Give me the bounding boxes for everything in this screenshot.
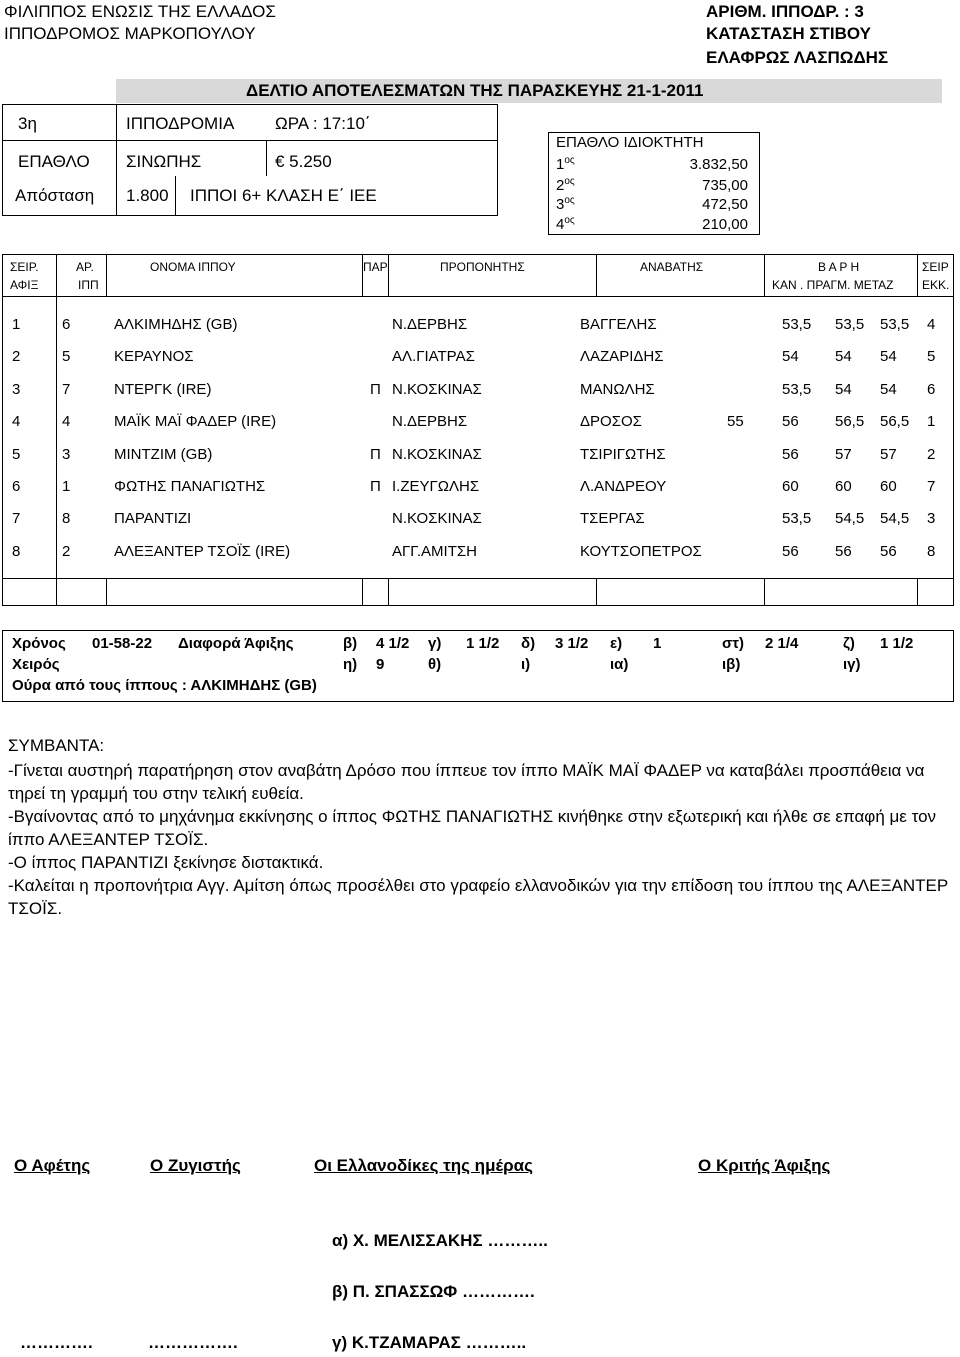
result-cell-pragm: 54,5 xyxy=(835,510,865,528)
owner-prize-place-1: $1^{o\varsigma}$ xyxy=(556,155,575,173)
result-cell-horse: ΚΕΡΑΥΝΟΣ xyxy=(114,348,194,366)
result-cell-metaz: 54,5 xyxy=(880,510,910,528)
result-cell-trainer: Ν.ΔΕΡΒΗΣ xyxy=(392,413,468,431)
result-cell-kan: 53,5 xyxy=(782,380,812,398)
race-class: ΙΠΠΟΙ 6+ ΚΛΑΣΗ Ε΄ ΙΕΕ xyxy=(190,186,377,205)
result-cell-start: 1 xyxy=(927,413,936,431)
diff-st-label: στ) xyxy=(722,635,744,652)
result-cell-jockey: ΤΣΕΡΓΑΣ xyxy=(580,510,645,528)
steward-3: γ) Κ.ΤΖΑΜΑΡΑΣ ……….. xyxy=(332,1333,527,1352)
result-cell-pos: 1 xyxy=(12,316,21,333)
result-cell-pos: 6 xyxy=(12,478,21,495)
result-cell-no: 6 xyxy=(62,316,71,333)
result-cell-pragm: 60 xyxy=(835,478,852,495)
result-cell-kan: 56 xyxy=(782,542,799,560)
note-1: -Γίνεται αυστηρή παρατήρηση στον αναβάτη Δρόσο που ίππευε τον ίππο ΜΑΪΚ ΜΑΪ ΦΑΔΕΡ να καταβάλει προσπάθεια να τηρεί τη γραμμή του στην τελική ευθεία. xyxy=(8,761,925,803)
owner-prize-title: ΕΠΑΘΛΟ ΙΔΙΟΚΤΗΤΗ xyxy=(556,134,704,151)
result-cell-metaz: 60 xyxy=(880,478,897,495)
header-trainer: ΠΡΟΠΟΝΗΤΗΣ xyxy=(440,260,525,274)
owner-prize-place-4: $4^{o\varsigma}$ xyxy=(556,215,575,233)
diff-b-value: 4 1/2 xyxy=(376,635,410,652)
result-cell-jockey: ΜΑΝΩΛΗΣ xyxy=(580,380,655,398)
owner-prize-amount-1: 3.832,50 xyxy=(689,156,748,173)
result-cell-trainer: Ν.ΚΟΣΚΙΝΑΣ xyxy=(392,445,482,463)
result-cell-start: 3 xyxy=(927,510,936,528)
diff-d-value: 3 1/2 xyxy=(555,635,589,652)
diff-i-label: ι) xyxy=(521,656,531,673)
result-cell-horse: ΑΛΕΞΑΝΤΕΡ ΤΣΟΪΣ (IRE) xyxy=(114,542,291,560)
diff-z-label: ζ) xyxy=(843,635,855,652)
result-cell-start: 5 xyxy=(927,348,936,366)
result-cell-start: 7 xyxy=(927,478,936,495)
result-cell-start: 8 xyxy=(927,542,936,560)
header-horse-name: ΟΝΟΜΑ ΙΠΠΟΥ xyxy=(150,260,236,274)
result-cell-trainer: ΑΛ.ΓΙΑΤΡΑΣ xyxy=(392,348,475,366)
racecourse-name: ΙΠΠΟΔΡΟΜΟΣ ΜΑΡΚΟΠΟΥΛΟΥ xyxy=(4,24,256,43)
result-cell-no: 3 xyxy=(62,445,71,463)
result-cell-jockey: Λ.ΑΝΔΡΕΟΥ xyxy=(580,478,667,495)
race-number: 3η xyxy=(18,114,37,133)
result-cell-metaz: 53,5 xyxy=(880,316,910,333)
owner-prize-amount-2: 735,00 xyxy=(702,177,748,194)
diff-h-value: 9 xyxy=(376,656,385,673)
hand-label: Χειρός xyxy=(12,656,60,673)
judge-label: Ο Κριτής Άφιξης xyxy=(698,1156,831,1175)
bulletin-title: ΔΕΛΤΙΟ ΑΠΟΤΕΛΕΣΜΑΤΩΝ ΤΗΣ ΠΑΡΑΣΚΕΥΗΣ 21-1-2011 xyxy=(246,81,704,100)
result-cell-kan: 53,5 xyxy=(782,510,812,528)
distance-label: Απόσταση xyxy=(15,186,95,205)
result-cell-pos: 4 xyxy=(12,413,21,431)
result-cell-pos: 5 xyxy=(12,445,21,463)
result-cell-pos: 8 xyxy=(12,542,21,560)
tail-note: Ούρα από τους ίππους : ΑΛΚΙΜΗΔΗΣ (GB) xyxy=(12,677,317,694)
result-cell-jockey: ΤΣΙΡΙΓΩΤΗΣ xyxy=(580,445,666,463)
diff-th-label: θ) xyxy=(428,656,442,673)
header-weights-sub: ΚΑΝ . ΠΡΑΓΜ. ΜΕΤΑΖ xyxy=(772,278,894,292)
diff-ia-label: ια) xyxy=(610,656,629,673)
result-cell-horse: ΑΛΚΙΜΗΔΗΣ (GB) xyxy=(114,316,238,333)
result-cell-kan: 56 xyxy=(782,413,799,431)
diff-z-value: 1 1/2 xyxy=(880,635,914,652)
prize-label: ΕΠΑΘΛΟ xyxy=(18,152,90,171)
stewards-label: Οι Ελλανοδίκες της ημέρας xyxy=(314,1156,533,1175)
note-4: -Καλείται η προπονήτρια Αγγ. Αμίτση όπως προσέλθει στο γραφείο ελλανοδικών για την επίδοση του ίππου της ΑΛΕΞΑΝΤΕΡ ΤΣΟΪΣ. xyxy=(8,876,948,918)
note-3: -Ο ίππος ΠΑΡΑΝΤΙΖΙ ξεκίνησε διστακτικά. xyxy=(8,853,324,872)
diff-h-label: η) xyxy=(343,656,358,673)
result-cell-no: 1 xyxy=(62,478,71,495)
result-cell-jockey: ΔΡΟΣΟΣ xyxy=(580,413,642,431)
diff-e-label: ε) xyxy=(610,635,623,652)
result-cell-kan: 54 xyxy=(782,348,799,366)
result-cell-pragm: 53,5 xyxy=(835,316,865,333)
result-cell-par: Π xyxy=(370,380,381,398)
result-cell-metaz: 54 xyxy=(880,380,897,398)
result-cell-pragm: 54 xyxy=(835,348,852,366)
header-arrival: ΑΦΙΞ xyxy=(10,278,39,292)
diff-ig-label: ιγ) xyxy=(843,656,861,673)
header-start: ΣΕΙΡ xyxy=(922,260,949,274)
race-label: ΙΠΠΟΔΡΟΜΙΑ xyxy=(126,114,235,133)
result-cell-horse: ΜΑΪΚ ΜΑΪ ΦΑΔΕΡ (IRE) xyxy=(114,413,277,431)
track-condition-label: ΚΑΤΑΣΤΑΣΗ ΣΤΙΒΟΥ xyxy=(706,24,872,43)
result-cell-kan: 53,5 xyxy=(782,316,812,333)
result-cell-pos: 3 xyxy=(12,380,21,398)
note-2: -Βγαίνοντας από το μηχάνημα εκκίνησης ο ίππος ΦΩΤΗΣ ΠΑΝΑΓΙΩΤΗΣ κινήθηκε στην εξωτερική και ήλθε σε επαφή με τον ίππο ΑΛΕΞΑΝΤΕΡ ΤΣΟΪΣ. xyxy=(8,807,937,849)
distance-value: 1.800 xyxy=(126,186,169,205)
header-weights: Β Α Ρ Η xyxy=(818,260,860,274)
result-cell-jockey: ΚΟΥΤΣΟΠΕΤΡΟΣ xyxy=(580,542,702,560)
result-cell-jockey: ΛΑΖΑΡΙΔΗΣ xyxy=(580,348,664,366)
time-value: 01-58-22 xyxy=(92,635,153,652)
diff-d-label: δ) xyxy=(521,635,536,652)
owner-prize-place-3: $3^{o\varsigma}$ xyxy=(556,195,575,213)
owner-prize-amount-3: 472,50 xyxy=(702,196,748,213)
result-cell-trainer: Ν.ΚΟΣΚΙΝΑΣ xyxy=(392,510,482,528)
racecourse-number: ΑΡΙΘΜ. ΙΠΠΟΔΡ. : 3 xyxy=(706,2,864,21)
result-cell-horse: ΜΙΝΤΖΙΜ (GB) xyxy=(114,445,213,463)
result-cell-horse: ΦΩΤΗΣ ΠΑΝΑΓΙΩΤΗΣ xyxy=(114,478,266,495)
diff-b-label: β) xyxy=(343,635,358,652)
result-cell-horse: ΠΑΡΑΝΤΙΖΙ xyxy=(114,510,192,528)
weigher-label: Ο Ζυγιστής xyxy=(150,1156,241,1175)
header-number: ΑΡ. xyxy=(76,260,94,274)
result-cell-trainer: Ν.ΔΕΡΒΗΣ xyxy=(392,316,468,333)
prize-name: ΣΙΝΩΠΗΣ xyxy=(126,152,202,171)
result-cell-par: Π xyxy=(370,478,381,495)
result-cell-trainer: ΑΓΓ.ΑΜΙΤΣΗ xyxy=(392,542,477,560)
result-cell-start: 4 xyxy=(927,316,936,333)
header-position: ΣΕΙΡ. xyxy=(10,260,39,274)
race-time: ΩΡΑ : 17:10΄ xyxy=(275,114,371,133)
prize-amount: € 5.250 xyxy=(275,152,332,171)
result-cell-no: 4 xyxy=(62,413,71,431)
notes-title: ΣΥΜΒΑΝΤΑ: xyxy=(8,736,105,755)
result-cell-allow: 55 xyxy=(727,413,744,431)
result-cell-trainer: Ν.ΚΟΣΚΙΝΑΣ xyxy=(392,380,482,398)
result-cell-start: 6 xyxy=(927,380,936,398)
diff-g-value: 1 1/2 xyxy=(466,635,500,652)
result-cell-trainer: Ι.ΖΕΥΓΩΛΗΣ xyxy=(392,478,480,495)
result-cell-pragm: 54 xyxy=(835,380,852,398)
owner-prize-place-2: $2^{o\varsigma}$ xyxy=(556,176,575,194)
result-cell-pragm: 57 xyxy=(835,445,852,463)
result-cell-pos: 7 xyxy=(12,510,21,528)
header-par: ΠΑΡ xyxy=(363,260,388,274)
track-condition: ΕΛΑΦΡΩΣ ΛΑΣΠΩΔΗΣ xyxy=(706,48,889,67)
steward-1: α) Χ. ΜΕΛΙΣΣΑΚΗΣ ……….. xyxy=(332,1231,548,1250)
diff-ib-label: ιβ) xyxy=(722,656,741,673)
starter-signature-dots: …………. xyxy=(20,1333,93,1352)
result-cell-kan: 60 xyxy=(782,478,799,495)
result-cell-horse: ΝΤΕΡΓΚ (IRE) xyxy=(114,380,212,398)
diff-g-label: γ) xyxy=(428,635,442,652)
starter-label: Ο Αφέτης xyxy=(14,1156,91,1175)
weigher-signature-dots: ……………. xyxy=(148,1333,238,1352)
result-cell-kan: 56 xyxy=(782,445,799,463)
time-label: Χρόνος xyxy=(12,635,66,652)
diff-label: Διαφορά Άφιξης xyxy=(178,635,294,652)
header-jockey: ΑΝΑΒΑΤΗΣ xyxy=(640,260,704,274)
result-cell-metaz: 56,5 xyxy=(880,413,910,431)
header-start-sub: ΕΚΚ. xyxy=(922,278,950,292)
result-cell-metaz: 54 xyxy=(880,348,897,366)
steward-2: β) Π. ΣΠΑΣΣΩΦ …………. xyxy=(332,1282,535,1301)
result-cell-metaz: 57 xyxy=(880,445,897,463)
diff-st-value: 2 1/4 xyxy=(765,635,799,652)
result-cell-pragm: 56 xyxy=(835,542,852,560)
result-cell-start: 2 xyxy=(927,445,936,463)
result-cell-no: 8 xyxy=(62,510,71,528)
owner-prize-amount-4: 210,00 xyxy=(702,216,748,233)
result-cell-no: 5 xyxy=(62,348,71,366)
result-cell-par: Π xyxy=(370,445,381,463)
result-cell-pragm: 56,5 xyxy=(835,413,865,431)
federation-name: ΦΙΛΙΠΠΟΣ ΕΝΩΣΙΣ ΤΗΣ ΕΛΛΑΔΟΣ xyxy=(4,2,276,21)
diff-e-value: 1 xyxy=(653,635,662,652)
result-cell-jockey: ΒΑΓΓΕΛΗΣ xyxy=(580,316,657,333)
result-cell-pos: 2 xyxy=(12,348,21,366)
result-cell-metaz: 56 xyxy=(880,542,897,560)
result-cell-no: 2 xyxy=(62,542,71,560)
header-horse-abbr: ΙΠΠ xyxy=(78,278,99,292)
result-cell-no: 7 xyxy=(62,380,71,398)
